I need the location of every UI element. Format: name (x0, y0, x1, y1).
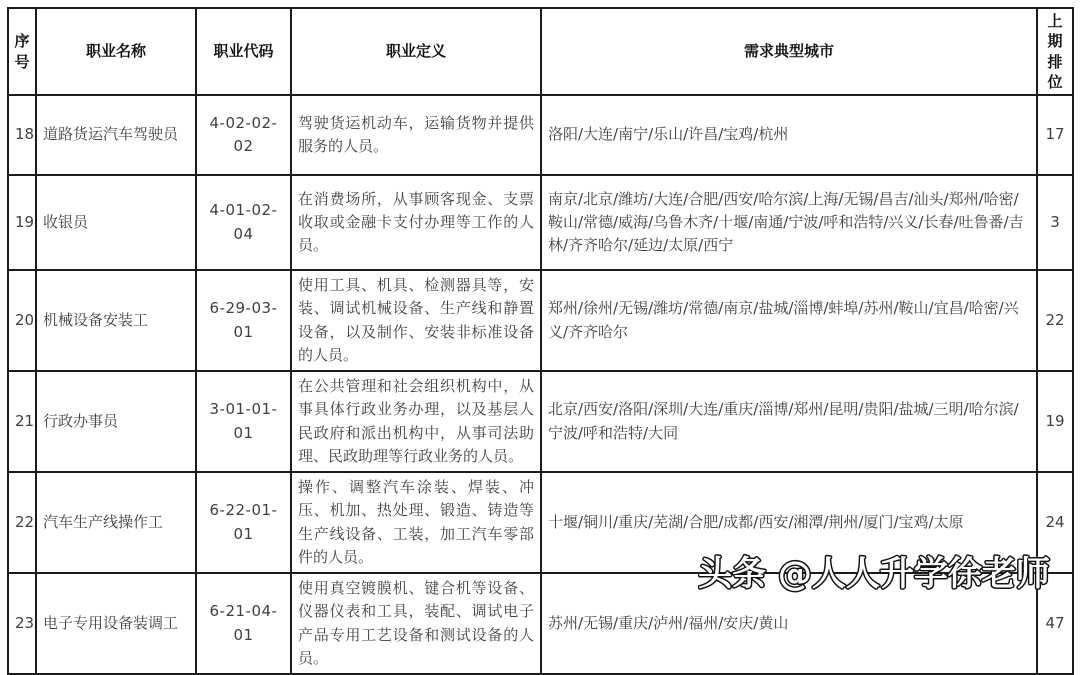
table-row (8, 175, 1073, 270)
cell-name: 机械设备安装工 (36, 270, 196, 371)
cell-seq: 23 (8, 573, 36, 674)
cell-definition: 使用真空镀膜机、键合机等设备、仪器仪表和工具，装配、调试电子产品专用工艺设备和测试设备的人员。 (291, 573, 541, 674)
cell-prev-rank: 47 (1037, 573, 1073, 674)
header-occupation-code: 职业代码 (196, 8, 291, 95)
cell-code: 6-22-01-01 (196, 472, 291, 573)
cell-definition: 在公共管理和社会组织机构中，从事具体行政业务办理，以及基层人民政府和派出机构中，从事司法助理、民政助理等行政业务的人员。 (291, 371, 541, 472)
table-row (8, 371, 1073, 472)
cell-seq: 22 (8, 472, 36, 573)
cell-prev-rank: 19 (1037, 371, 1073, 472)
cell-seq: 19 (8, 175, 36, 270)
cell-definition: 使用工具、机具、检测器具等，安装、调试机械设备、生产线和静置设备，以及制作、安装非标准设备的人员。 (291, 270, 541, 371)
table-header-row (8, 8, 1073, 95)
cell-code: 4-01-02-04 (196, 175, 291, 270)
header-occupation-definition: 职业定义 (291, 8, 541, 95)
cell-cities: 十堰/铜川/重庆/芜湖/合肥/成都/西安/湘潭/荆州/厦门/宝鸡/太原 (541, 472, 1037, 573)
cell-cities: 南京/北京/潍坊/大连/合肥/西安/哈尔滨/上海/无锡/昌吉/汕头/郑州/哈密/鞍山/常德/威海/乌鲁木齐/十堰/南通/宁波/呼和浩特/兴义/长春/吐鲁番/吉林/齐齐哈尔/延边/太原/西宁 (541, 175, 1037, 270)
cell-code: 4-02-02-02 (196, 95, 291, 175)
cell-prev-rank: 3 (1037, 175, 1073, 270)
cell-cities: 北京/西安/洛阳/深圳/大连/重庆/淄博/郑州/昆明/贵阳/盐城/三明/哈尔滨/宁波/呼和浩特/大同 (541, 371, 1037, 472)
cell-cities: 苏州/无锡/重庆/泸州/福州/安庆/黄山 (541, 573, 1037, 674)
occupation-ranking-table (7, 7, 1074, 675)
cell-code: 6-29-03-01 (196, 270, 291, 371)
table-row (8, 95, 1073, 175)
cell-definition: 在消费场所，从事顾客现金、支票收取或金融卡支付办理等工作的人员。 (291, 175, 541, 270)
cell-prev-rank: 17 (1037, 95, 1073, 175)
cell-cities: 洛阳/大连/南宁/乐山/许昌/宝鸡/杭州 (541, 95, 1037, 175)
cell-cities: 郑州/徐州/无锡/潍坊/常德/南京/盐城/淄博/蚌埠/苏州/鞍山/宜昌/哈密/兴义/齐齐哈尔 (541, 270, 1037, 371)
cell-seq: 20 (8, 270, 36, 371)
cell-definition: 操作、调整汽车涂装、焊装、冲压、机加、热处理、锻造、铸造等生产线设备、工装，加工汽车零部件的人员。 (291, 472, 541, 573)
cell-definition: 驾驶货运机动车，运输货物并提供服务的人员。 (291, 95, 541, 175)
table-row (8, 573, 1073, 674)
occupation-table-sheet (7, 7, 1074, 675)
header-prev-rank: 上期排位 (1037, 8, 1073, 95)
cell-name: 道路货运汽车驾驶员 (36, 95, 196, 175)
cell-code: 3-01-01-01 (196, 371, 291, 472)
watermark-text: 头条 @人人升学徐老师 (698, 554, 1050, 594)
table-row (8, 472, 1073, 573)
cell-code: 6-21-04-01 (196, 573, 291, 674)
table-row (8, 270, 1073, 371)
header-occupation-name: 职业名称 (36, 8, 196, 95)
cell-name: 行政办事员 (36, 371, 196, 472)
header-demand-cities: 需求典型城市 (541, 8, 1037, 95)
cell-prev-rank: 24 (1037, 472, 1073, 573)
cell-name: 汽车生产线操作工 (36, 472, 196, 573)
cell-seq: 18 (8, 95, 36, 175)
cell-prev-rank: 22 (1037, 270, 1073, 371)
cell-seq: 21 (8, 371, 36, 472)
header-seq: 序号 (8, 8, 36, 95)
cell-name: 电子专用设备装调工 (36, 573, 196, 674)
cell-name: 收银员 (36, 175, 196, 270)
